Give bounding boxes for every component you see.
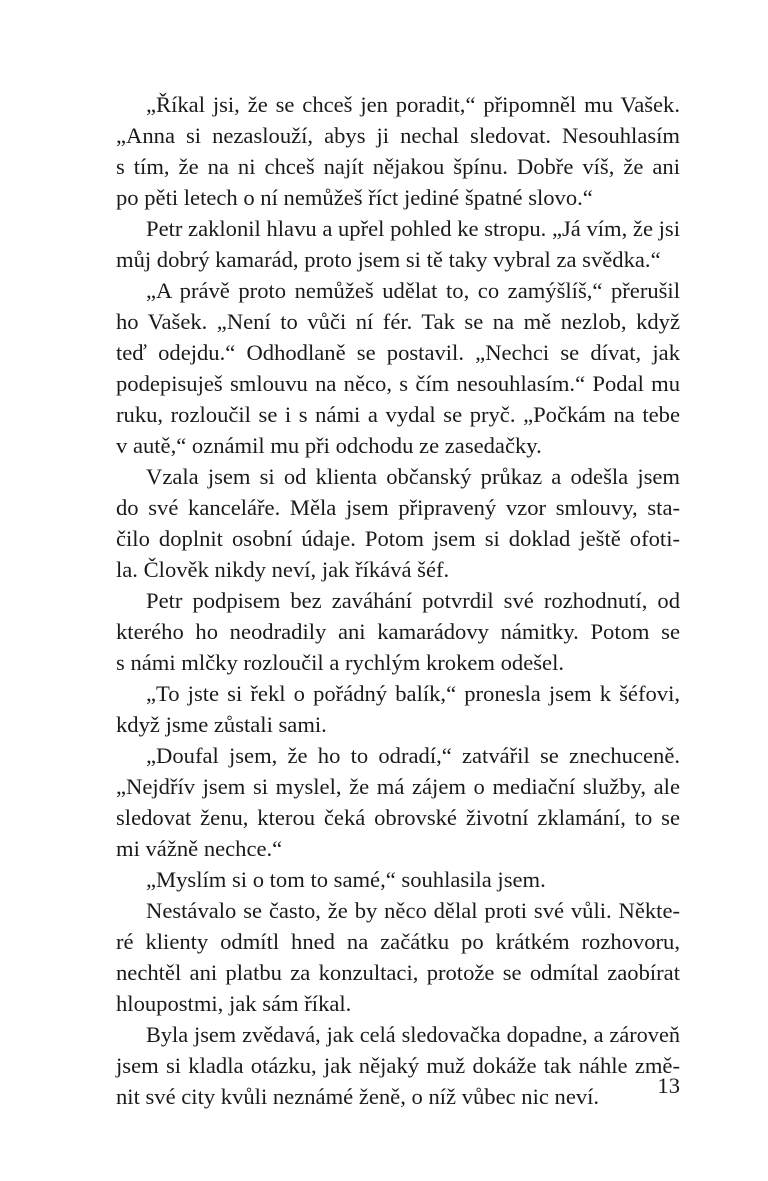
text-line: „To jste si řekl o pořádný balík,“ pronesla jsem k šéfovi, (146, 681, 680, 706)
paragraph (116, 461, 680, 585)
text-line: Petr zaklonil hlavu a upřel pohled ke stropu. „Já vím, že jsi (146, 216, 680, 241)
paragraph (116, 864, 680, 895)
text-line: Nestávalo se často, že by něco dělal proti své vůli. Někte- (146, 898, 680, 923)
text-line: podepisuješ smlouvu na něco, s čím nesouhlasím.“ Podal mu (116, 371, 680, 396)
text-line: mi vážně nechce.“ (116, 836, 283, 861)
text-line: „Doufal jsem, že ho to odradí,“ zatvářil se znechuceně. (146, 743, 680, 768)
text-line: la. Člověk nikdy neví, jak říkává šéf. (116, 557, 450, 582)
paragraph (116, 678, 680, 740)
paragraph (116, 89, 680, 213)
text-line: „Říkal jsi, že se chceš jen poradit,“ připomněl mu Vašek. (146, 92, 680, 117)
text-line: když jsme zůstali sami. (116, 712, 327, 737)
text-line: jsem si kladla otázku, jak nějaký muž dokáže tak náhle změ- (116, 1053, 680, 1078)
text-line: nechtěl ani platbu za konzultaci, protože se odmítal zaobírat (116, 960, 680, 985)
text-line: Byla jsem zvědavá, jak celá sledovačka dopadne, a zároveň (146, 1022, 680, 1047)
text-line: ho Vašek. „Není to vůči ní fér. Tak se na mě nezlob, když (116, 309, 680, 334)
page-number: 13 (657, 1073, 680, 1098)
paragraph (116, 585, 680, 678)
paragraph (116, 213, 680, 275)
text-line: s tím, že na ni chceš najít nějakou špínu. Dobře víš, že ani (116, 154, 680, 179)
text-line: Petr podpisem bez zaváhání potvrdil své rozhodnutí, od (146, 588, 680, 613)
text-line: po pěti letech o ní nemůžeš říct jediné špatné slovo.“ (116, 185, 593, 210)
text-line: Vzala jsem si od klienta občanský průkaz a odešla jsem (146, 464, 680, 489)
text-line: kterého ho neodradily ani kamarádovy námitky. Potom se (116, 619, 680, 644)
text-line: čilo doplnit osobní údaje. Potom jsem si doklad ještě ofoti- (116, 526, 680, 551)
text-line: v autě,“ oznámil mu při odchodu ze zasedačky. (116, 433, 542, 458)
text-line: „Anna si nezaslouží, abys ji nechal sledovat. Nesouhlasím (116, 123, 680, 148)
paragraph (116, 275, 680, 461)
text-line: do své kanceláře. Měla jsem připravený vzor smlouvy, sta- (116, 495, 680, 520)
paragraph (116, 895, 680, 1019)
text-line: nit své city kvůli neznámé ženě, o níž vůbec nic neví. (116, 1084, 600, 1109)
paragraph (116, 740, 680, 864)
text-line: „Nejdřív jsem si myslel, že má zájem o mediační služby, ale (116, 774, 680, 799)
text-line: s námi mlčky rozloučil a rychlým krokem odešel. (116, 650, 564, 675)
text-line: ré klienty odmítl hned na začátku po krátkém rozhovoru, (116, 929, 680, 954)
text-line: ruku, rozloučil se i s námi a vydal se pryč. „Počkám na tebe (116, 402, 680, 427)
text-line: můj dobrý kamarád, proto jsem si tě taky vybral za svědka.“ (116, 247, 661, 272)
text-line: „Myslím si o tom to samé,“ souhlasila jsem. (146, 867, 546, 892)
text-line: „A právě proto nemůžeš udělat to, co zamýšlíš,“ přerušil (146, 278, 680, 303)
text-line: teď odejdu.“ Odhodlaně se postavil. „Nechci se dívat, jak (116, 340, 680, 365)
text-line: sledovat ženu, kterou čeká obrovské životní zklamání, to se (116, 805, 680, 830)
text-line: hloupostmi, jak sám říkal. (116, 991, 352, 1016)
paragraph (116, 1019, 680, 1112)
body-text (116, 89, 680, 1112)
